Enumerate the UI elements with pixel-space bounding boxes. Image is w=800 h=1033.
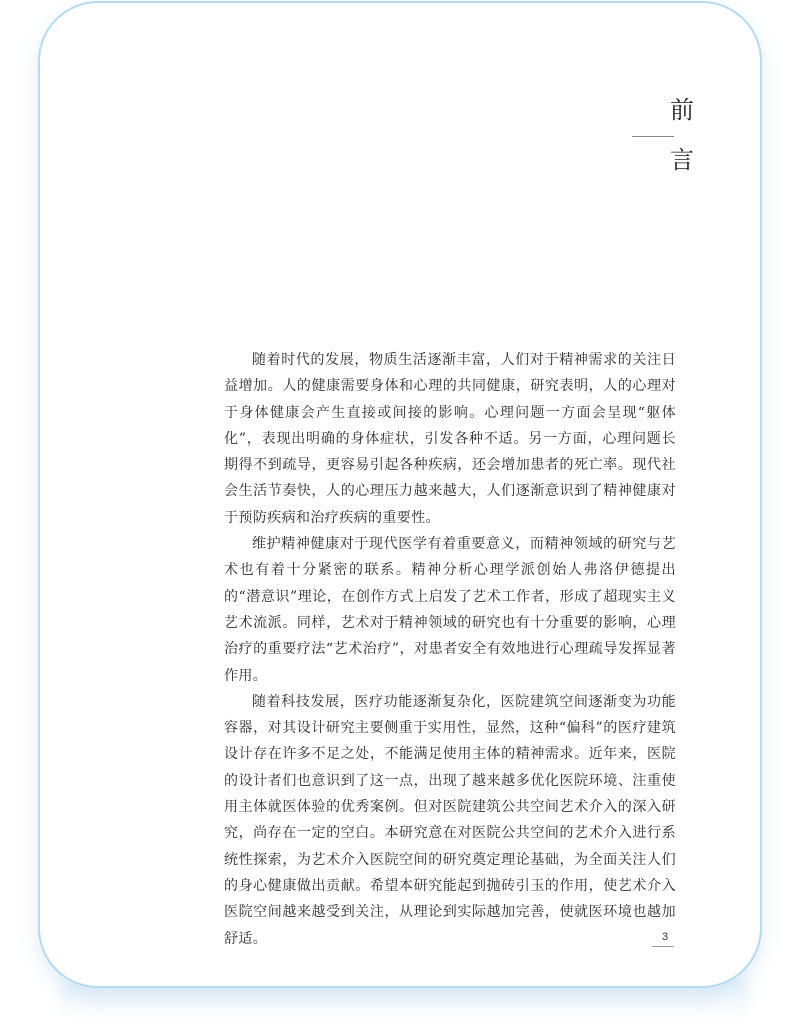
preface-title-char-1: 前 (670, 96, 694, 124)
title-divider (632, 136, 674, 137)
page-number: 3 (662, 931, 669, 943)
preface-title-char-2: 言 (670, 146, 694, 174)
preface-body (224, 347, 676, 952)
paragraph-3: 随着科技发展，医疗功能逐渐复杂化，医院建筑空间逐渐变为功能容器，对其设计研究主要侧重于实用性，显然，这种“偏科”的医疗建筑设计存在许多不足之处，不能满足使用主体的精神需求。近年来，医院的设计者们也意识到了这一点，出现了越来越多优化医院环境、注重使用主体就医体验的优秀案例。但对医院建筑公共空间艺术介入的深入研究，尚存在一定的空白。本研究意在对医院公共空间的艺术介入进行系统性探索，为艺术介入医院空间的研究奠定理论基础，为全面关注人们的身心健康做出贡献。希望本研究能起到抛砖引玉的作用，使艺术介入医院空间越来越受到关注，从理论到实际越加完善，使就医环境也越加舒适。 (224, 693, 676, 947)
page-number-underline (652, 946, 674, 947)
paragraph-2: 维护精神健康对于现代医学有着重要意义，而精神领域的研究与艺术也有着十分紧密的联系。精神分析心理学派创始人弗洛伊德提出的“潜意识”理论，在创作方式上启发了艺术工作者，形成了超现实主义艺术流派。同样，艺术对于精神领域的研究也有十分重要的影响，心理治疗的重要疗法“艺术治疗”，对患者安全有效地进行心理疏导发挥显著作用。 (224, 536, 676, 684)
paragraph-1: 随着时代的发展，物质生活逐渐丰富，人们对于精神需求的关注日益增加。人的健康需要身体和心理的共同健康，研究表明，人的心理对于身体健康会产生直接或间接的影响。心理问题一方面会呈现“躯体化”，表现出明确的身体症状，引发各种不适。另一方面，心理问题长期得不到疏导，更容易引起各种疾病，还会增加患者的死亡率。现代社会生活节奏快，人的心理压力越来越大，人们逐渐意识到了精神健康对于预防疾病和治疗疾病的重要性。 (224, 352, 676, 526)
